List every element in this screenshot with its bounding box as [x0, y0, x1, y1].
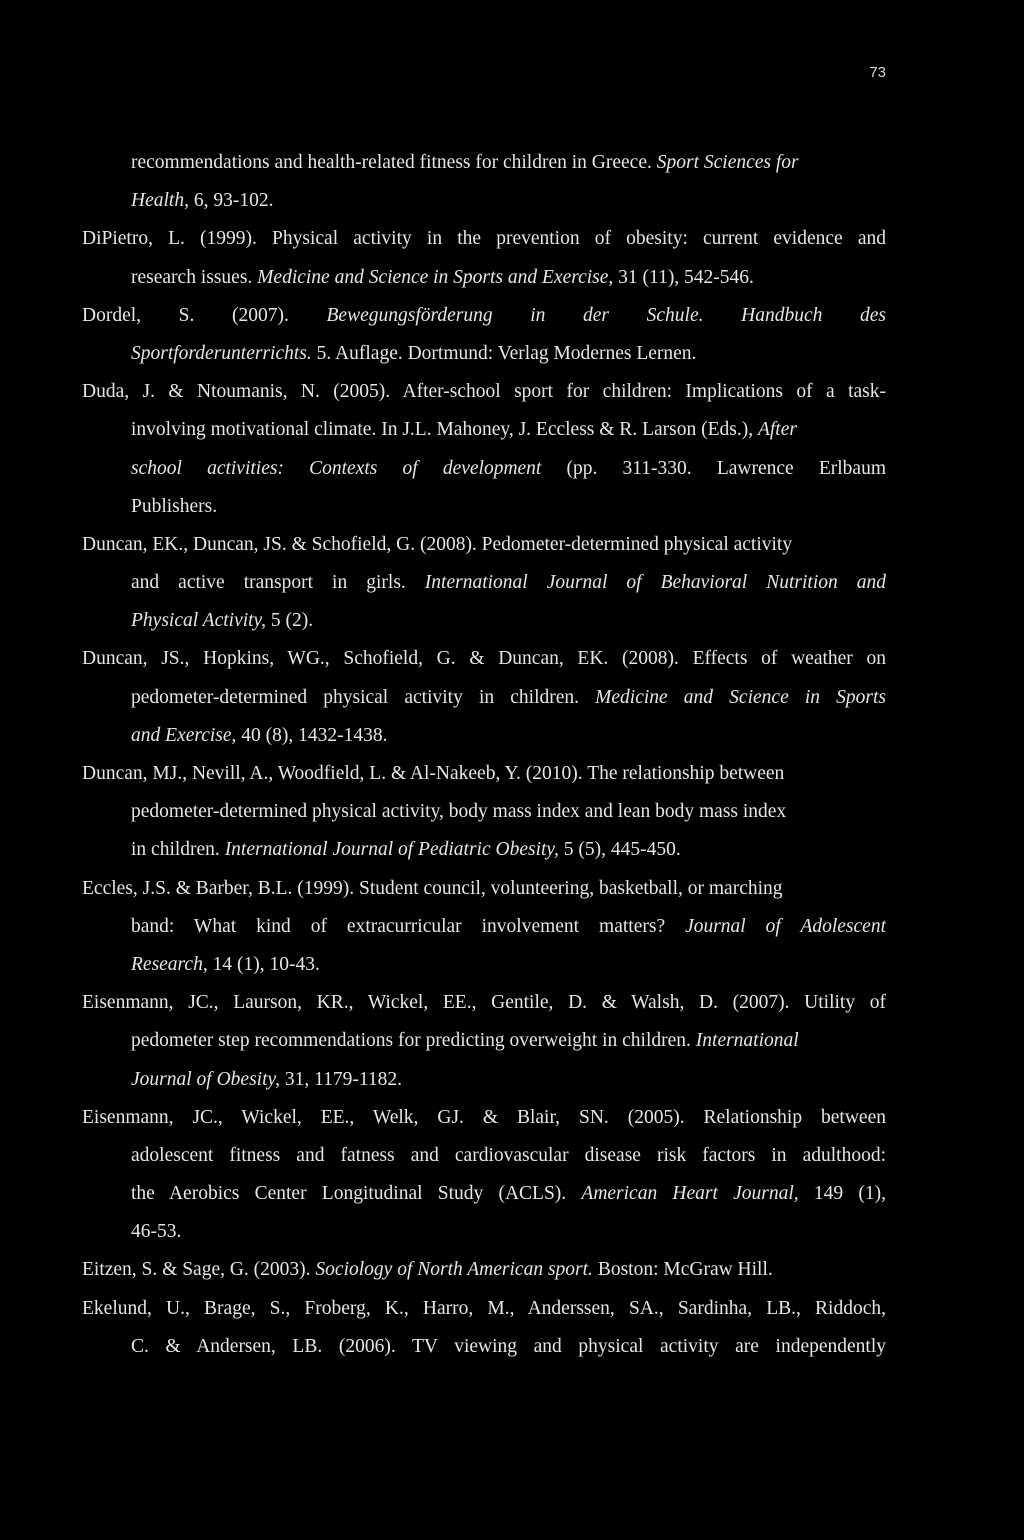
reference-entry-line: [82, 297, 886, 335]
italic-title-text: Bewegungsförderung in der Schule. Handbuch des: [326, 304, 886, 326]
reference-continuation-line: [82, 717, 886, 755]
reference-list: [82, 144, 886, 1366]
reference-text: 46-53.: [131, 1221, 182, 1243]
reference-entry-line: [82, 526, 886, 564]
reference-text: recommendations and health-related fitness for children in Greece.: [131, 152, 657, 173]
reference-entry-line: [82, 755, 886, 793]
reference-entry-line: [82, 1251, 886, 1289]
reference-continuation-line: [82, 679, 886, 717]
reference-text: Duncan, MJ., Nevill, A., Woodfield, L. & Al-Nakeeb, Y. (2010). The relationship between: [82, 763, 785, 784]
reference-continuation-line: [82, 1137, 886, 1175]
reference-entry-line: [82, 870, 886, 908]
reference-text: Dordel, S. (2007).: [82, 304, 327, 326]
italic-title-text: school activities: Contexts of development: [131, 457, 542, 479]
reference-text: Ekelund, U., Brage, S., Froberg, K., Harro, M., Anderssen, SA., Sardinha, LB., Riddoch,: [82, 1297, 886, 1319]
reference-text: involving motivational climate. In J.L. Mahoney, J. Eccless & R. Larson (Eds.),: [131, 419, 758, 441]
reference-continuation-line: [82, 488, 886, 526]
reference-continuation-line: [82, 411, 886, 449]
italic-title-text: Physical Activity,: [131, 610, 267, 632]
reference-text: 5 (2).: [266, 610, 314, 632]
reference-text: Eitzen, S. & Sage, G. (2003).: [82, 1259, 316, 1281]
reference-text: 5. Auflage. Dortmund: Verlag Modernes Lernen.: [311, 342, 697, 364]
italic-title-text: Journal of Adolescent: [685, 915, 886, 937]
italic-title-text: International Journal of Pediatric Obesity,: [224, 839, 559, 861]
italic-title-text: Research,: [131, 953, 208, 975]
reference-continuation-line: [82, 831, 886, 869]
reference-text: band: What kind of extracurricular involvement matters?: [131, 915, 686, 937]
reference-entry-line: [82, 1099, 886, 1137]
italic-title-text: Health,: [131, 190, 189, 212]
reference-text: 149 (1),: [798, 1183, 886, 1205]
italic-title-text: Medicine and Science in Sports: [595, 686, 886, 708]
reference-text: pedometer step recommendations for predicting overweight in children.: [131, 1030, 696, 1052]
reference-continuation-line: [82, 564, 886, 602]
reference-text: C. & Andersen, LB. (2006). TV viewing and physical activity are independently: [131, 1335, 886, 1357]
reference-continuation-line: [82, 1175, 886, 1213]
reference-continuation-line: [82, 793, 886, 831]
reference-continuation-line: [82, 1061, 886, 1099]
page-number: 73: [869, 64, 886, 81]
italic-title-text: Sportforderunterrichts.: [131, 342, 312, 364]
reference-text: and active transport in girls.: [131, 572, 425, 594]
reference-continuation-line: [82, 450, 886, 488]
italic-title-text: Sport Sciences for: [656, 152, 799, 173]
italic-title-text: American Heart Journal,: [581, 1183, 799, 1205]
reference-text: (pp. 311-330. Lawrence Erlbaum: [541, 457, 886, 479]
reference-continuation-line: [82, 908, 886, 946]
italic-title-text: International: [695, 1030, 799, 1052]
reference-text: pedometer-determined physical activity, body mass index and lean body mass index: [131, 801, 787, 823]
italic-title-text: Journal of Obesity,: [131, 1068, 280, 1090]
reference-continuation-line: [82, 144, 886, 182]
reference-continuation-line: [82, 946, 886, 984]
reference-continuation-line: [82, 1213, 886, 1251]
reference-text: in children.: [131, 839, 225, 861]
reference-text: Duda, J. & Ntoumanis, N. (2005). After-school sport for children: Implications of a task-: [82, 381, 886, 403]
reference-continuation-line: [82, 1328, 886, 1366]
italic-title-text: After: [757, 419, 797, 441]
reference-text: Boston: McGraw Hill.: [592, 1259, 773, 1281]
reference-entry-line: [82, 984, 886, 1022]
reference-entry-line: [82, 1290, 886, 1328]
reference-text: 31 (11), 542-546.: [613, 266, 754, 288]
reference-text: Duncan, EK., Duncan, JS. & Schofield, G. (2008). Pedometer-determined physical activity: [82, 533, 793, 555]
reference-continuation-line: [82, 182, 886, 220]
reference-text: pedometer-determined physical activity in children.: [131, 686, 596, 708]
italic-title-text: International Journal of Behavioral Nutrition and: [424, 572, 886, 594]
reference-text: 5 (5), 445-450.: [558, 839, 681, 861]
reference-entry-line: [82, 373, 886, 411]
reference-text: 40 (8), 1432-1438.: [236, 724, 388, 746]
italic-title-text: Sociology of North American sport.: [315, 1259, 593, 1281]
reference-text: Publishers.: [131, 495, 218, 517]
reference-text: the Aerobics Center Longitudinal Study (ACLS).: [131, 1183, 582, 1205]
reference-text: DiPietro, L. (1999). Physical activity in the prevention of obesity: current evidence and: [82, 228, 886, 250]
reference-text: Eisenmann, JC., Wickel, EE., Welk, GJ. & Blair, SN. (2005). Relationship between: [82, 1106, 886, 1128]
reference-continuation-line: [82, 335, 886, 373]
reference-continuation-line: [82, 602, 886, 640]
reference-entry-line: [82, 220, 886, 258]
reference-text: 14 (1), 10-43.: [207, 953, 320, 975]
reference-text: Eisenmann, JC., Laurson, KR., Wickel, EE., Gentile, D. & Walsh, D. (2007). Utility of: [82, 992, 886, 1014]
reference-text: Eccles, J.S. & Barber, B.L. (1999). Student council, volunteering, basketball, or marching: [82, 877, 783, 899]
italic-title-text: and Exercise,: [131, 724, 237, 746]
reference-continuation-line: [82, 1022, 886, 1060]
reference-text: 6, 93-102.: [188, 190, 274, 212]
reference-text: Duncan, JS., Hopkins, WG., Schofield, G. & Duncan, EK. (2008). Effects of weather on: [82, 648, 886, 670]
reference-text: 31, 1179-1182.: [279, 1068, 402, 1090]
reference-entry-line: [82, 640, 886, 678]
reference-continuation-line: [82, 259, 886, 297]
reference-text: research issues.: [131, 266, 258, 288]
italic-title-text: Medicine and Science in Sports and Exercise,: [257, 266, 614, 288]
reference-text: adolescent fitness and fatness and cardiovascular disease risk factors in adulthood:: [131, 1144, 886, 1166]
